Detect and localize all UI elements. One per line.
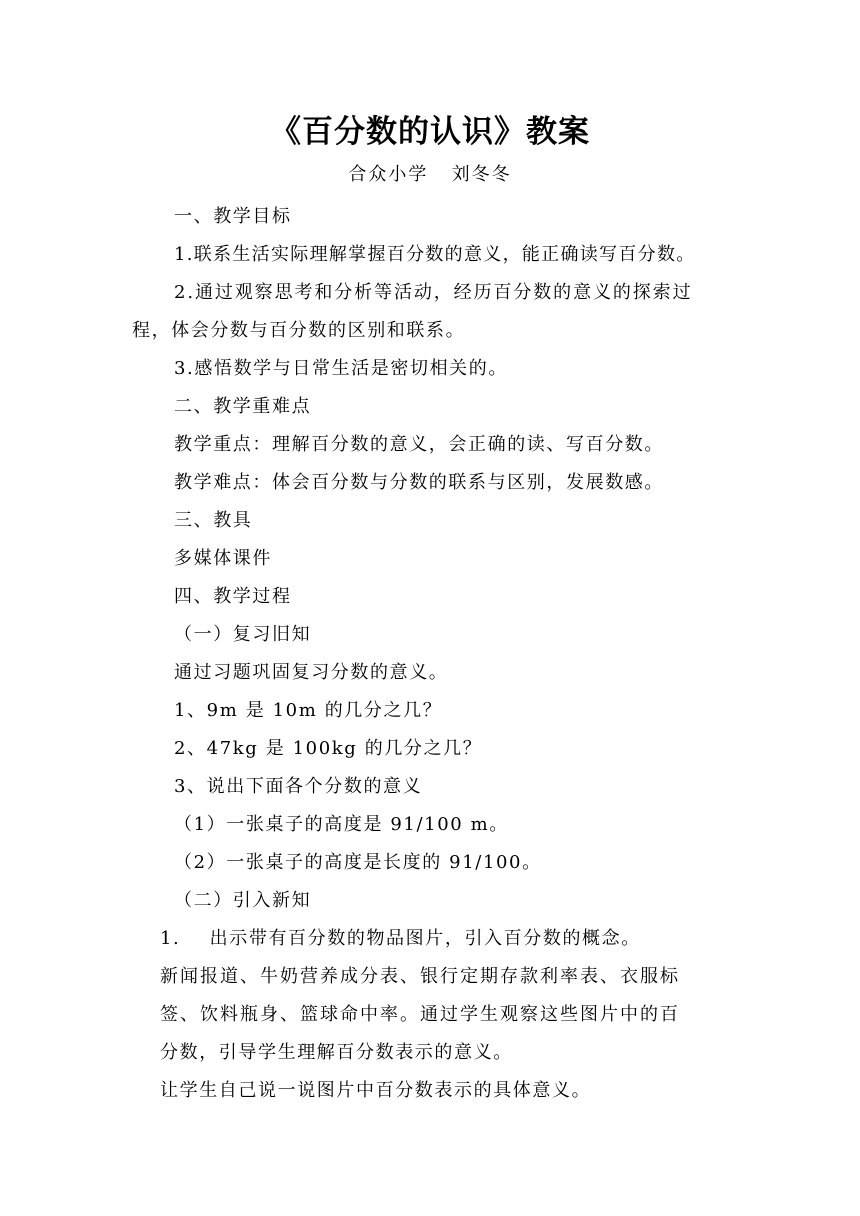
paragraph-line-1: 新闻报道、牛奶营养成分表、银行定期存款利率表、衣服标 <box>160 966 680 987</box>
goal-3: 3.感悟数学与日常生活是密切相关的。 <box>174 358 508 379</box>
key-point: 教学重点：理解百分数的意义，会正确的读、写百分数。 <box>174 434 664 455</box>
goal-1: 1.联系生活实际理解掌握百分数的意义，能正确读写百分数。 <box>174 244 696 265</box>
paragraph-line-4: 让学生自己说一说图片中百分数表示的具体意义。 <box>160 1080 592 1101</box>
section-heading-goals: 一、教学目标 <box>174 206 292 227</box>
subsection-heading-new-knowledge: （二）引入新知 <box>174 890 312 911</box>
section-heading-tools: 三、教具 <box>174 510 253 531</box>
goal-2-line-2: 程，体会分数与百分数的区别和联系。 <box>132 320 466 341</box>
section-heading-key-points: 二、教学重难点 <box>174 396 312 417</box>
goal-2-line-1: 2.通过观察思考和分析等活动，经历百分数的意义的探索过 <box>174 282 693 303</box>
review-intro: 通过习题巩固复习分数的意义。 <box>174 662 449 683</box>
review-question-2: 2、47kg 是 100kg 的几分之几？ <box>174 738 483 759</box>
review-question-3-1: （1）一张桌子的高度是 91/100 m。 <box>174 814 509 835</box>
document-title: 《百分数的认识》教案 <box>270 114 590 150</box>
subsection-heading-review: （一）复习旧知 <box>174 624 312 645</box>
paragraph-line-2: 签、饮料瓶身、篮球命中率。通过学生观察这些图片中的百 <box>160 1004 680 1025</box>
tool-item: 多媒体课件 <box>174 548 272 569</box>
new-knowledge-step-1: 1. 出示带有百分数的物品图片，引入百分数的概念。 <box>160 928 641 949</box>
review-question-3: 3、说出下面各个分数的意义 <box>174 776 423 797</box>
review-question-1: 1、9m 是 10m 的几分之几？ <box>174 700 443 721</box>
difficult-point: 教学难点：体会百分数与分数的联系与区别，发展数感。 <box>174 472 664 493</box>
author-line: 合众小学 刘冬冬 <box>348 164 512 185</box>
paragraph-line-3: 分数，引导学生理解百分数表示的意义。 <box>160 1042 513 1063</box>
section-heading-process: 四、教学过程 <box>174 586 292 607</box>
review-question-3-2: （2）一张桌子的高度是长度的 91/100。 <box>174 852 542 873</box>
